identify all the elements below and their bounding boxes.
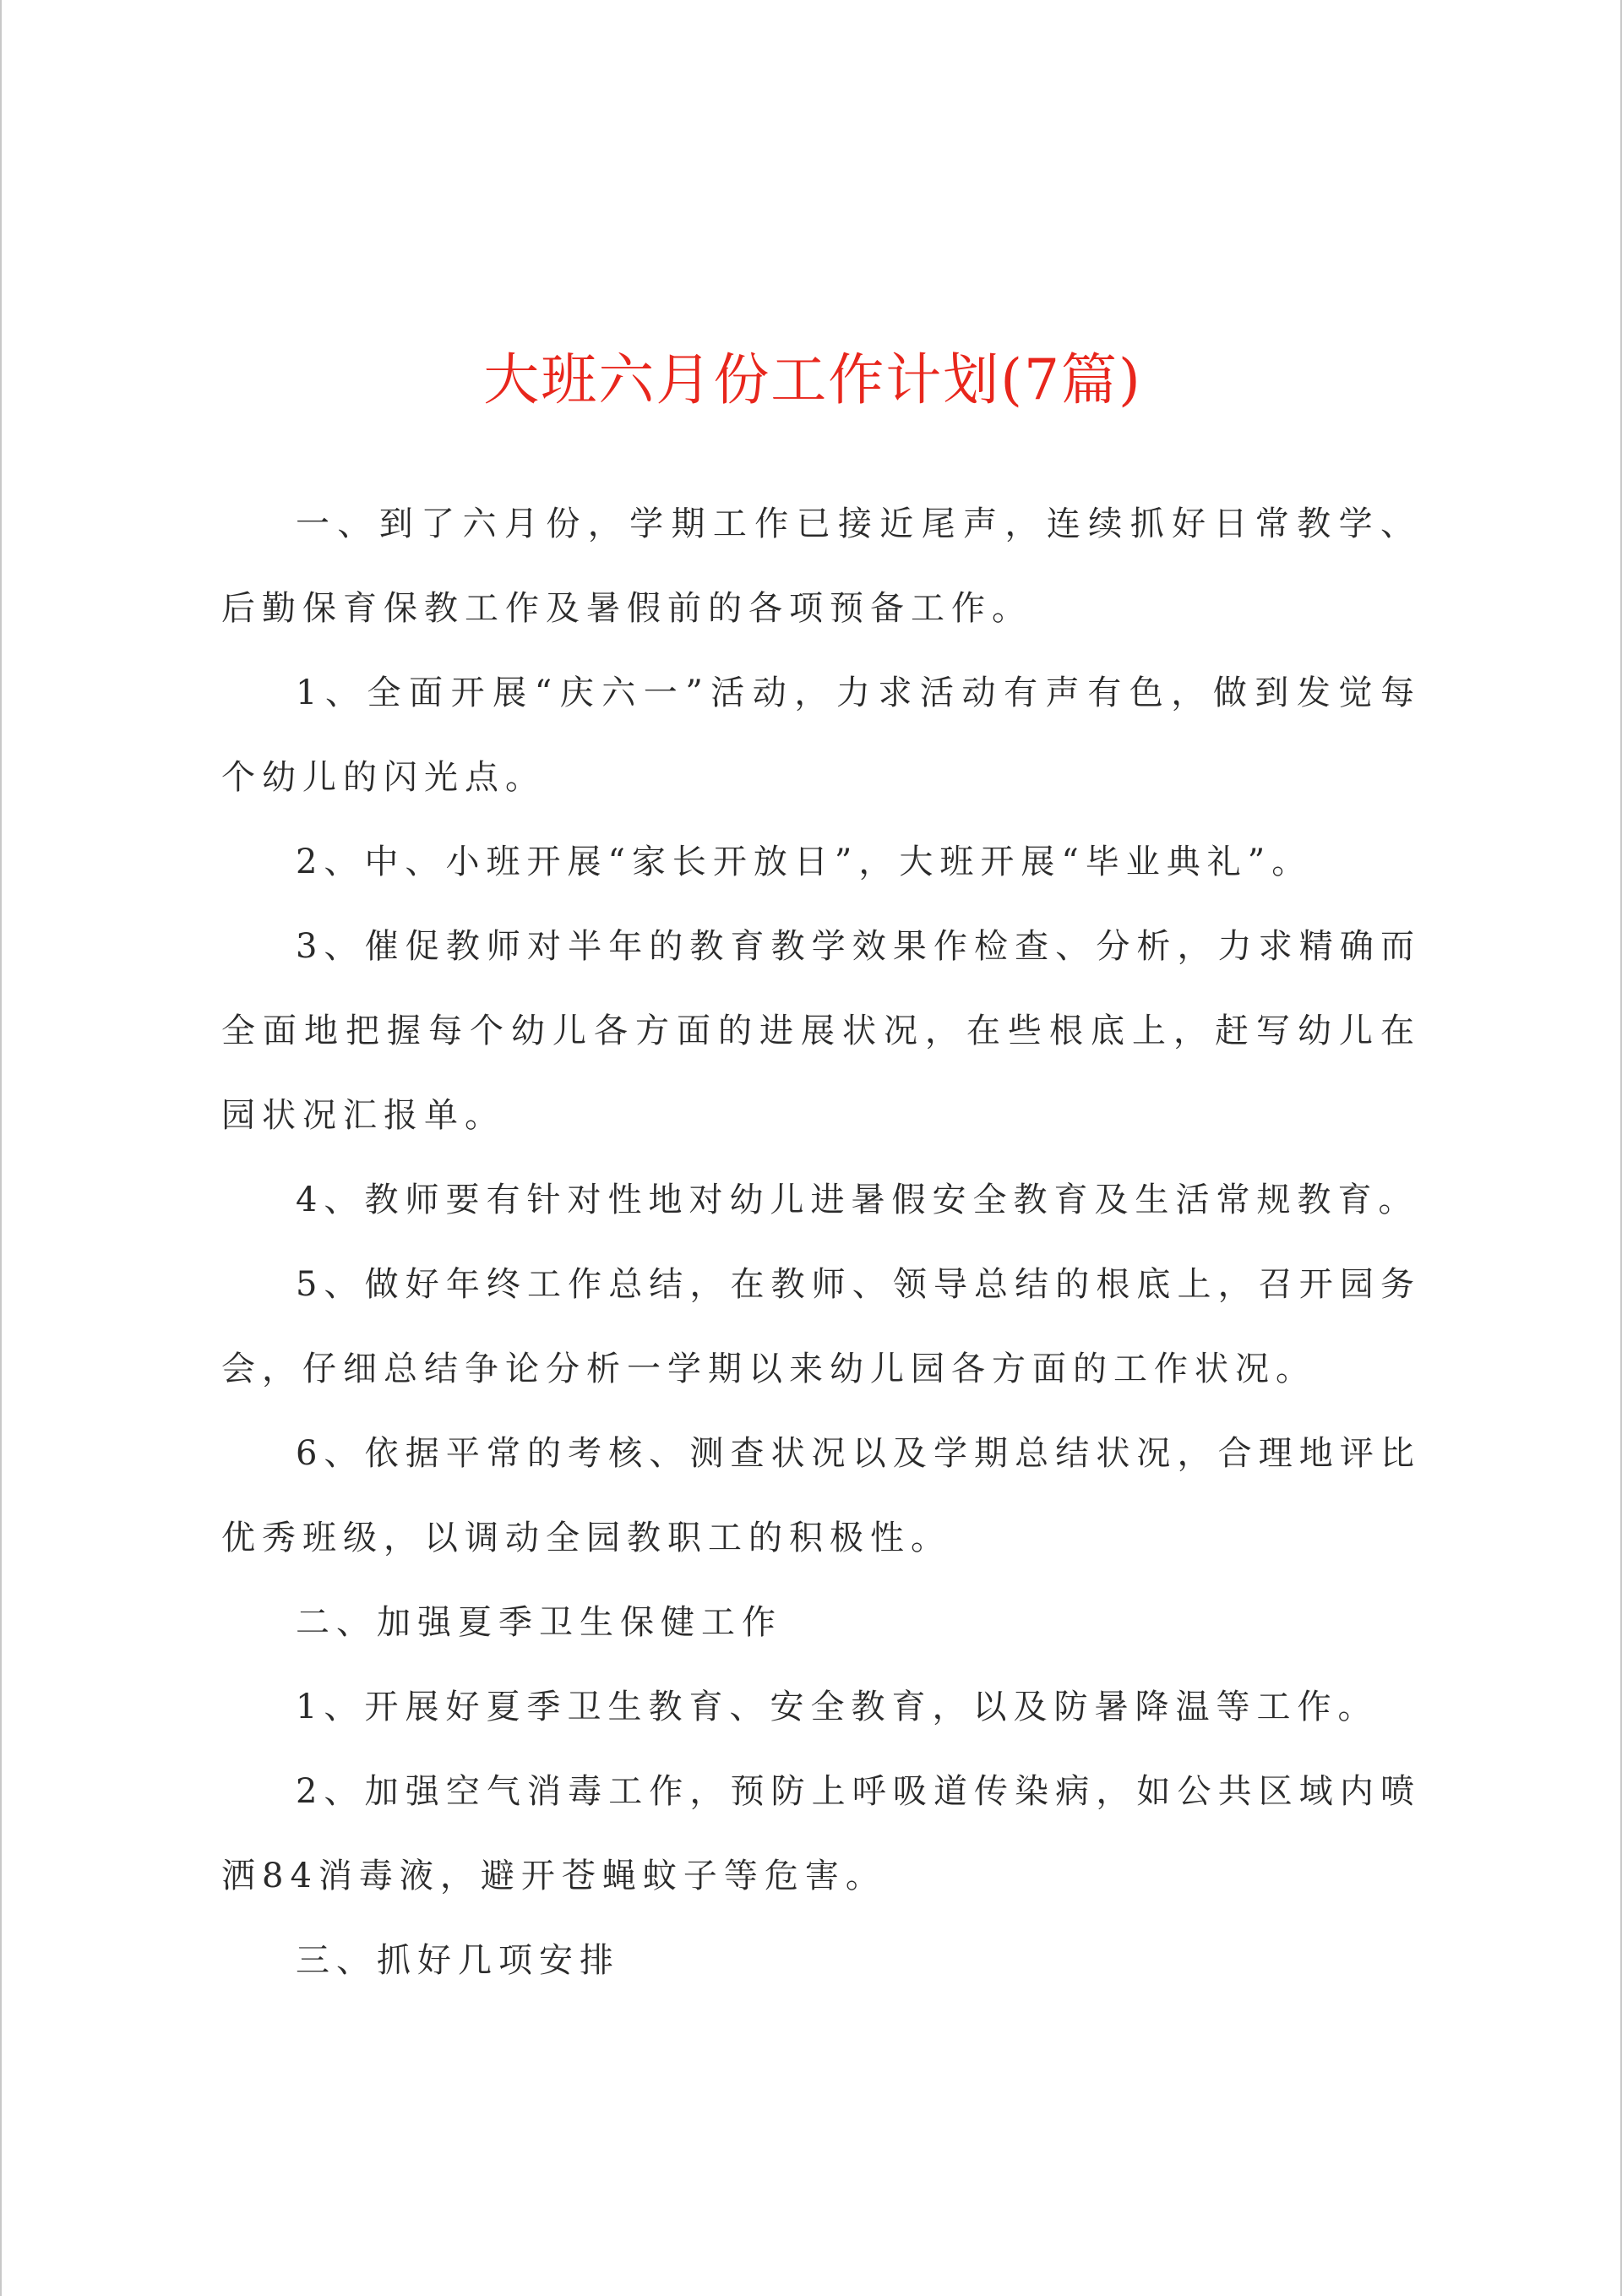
paragraph-1: 一、到了六月份，学期工作已接近尾声，连续抓好日常教学、后勤保育保教工作及暑假前的各项预备工作。 (221, 504, 1421, 628)
paragraph-7: 6、依据平常的考核、测查状况以及学期总结状况，合理地评比优秀班级，以调动全园教职工的积极性。 (221, 1434, 1421, 1557)
section-heading-3: 三、抓好几项安排 (296, 1941, 620, 1980)
paragraph-9: 2、加强空气消毒工作，预防上呼吸道传染病，如公共区域内喷洒84消毒液，避开苍蝇蚊子等危害。 (221, 1772, 1421, 1895)
paragraph-6: 5、做好年终工作总结，在教师、领导总结的根底上，召开园务会，仔细总结争论分析一学期以来幼儿园各方面的工作状况。 (221, 1265, 1421, 1388)
document-body (221, 482, 1421, 2003)
paragraph-8: 1、开展好夏季卫生教育、安全教育，以及防暑降温等工作。 (296, 1688, 1379, 1726)
document-title: 大班六月份工作计划(7篇) (483, 347, 1142, 412)
section-heading-2: 二、加强夏季卫生保健工作 (296, 1603, 782, 1642)
paragraph-4: 3、催促教师对半年的教育教学效果作检查、分析，力求精确而全面地把握每个幼儿各方面的进展状况，在些根底上，赶写幼儿在园状况汇报单。 (221, 927, 1421, 1135)
paragraph-3: 2、中、小班开展“家长开放日”，大班开展“毕业典礼”。 (296, 843, 1313, 881)
paragraph-5: 4、教师要有针对性地对幼儿进暑假安全教育及生活常规教育。 (296, 1181, 1419, 1219)
paragraph-2: 1、全面开展“庆六一”活动，力求活动有声有色，做到发觉每个幼儿的闪光点。 (221, 674, 1421, 797)
